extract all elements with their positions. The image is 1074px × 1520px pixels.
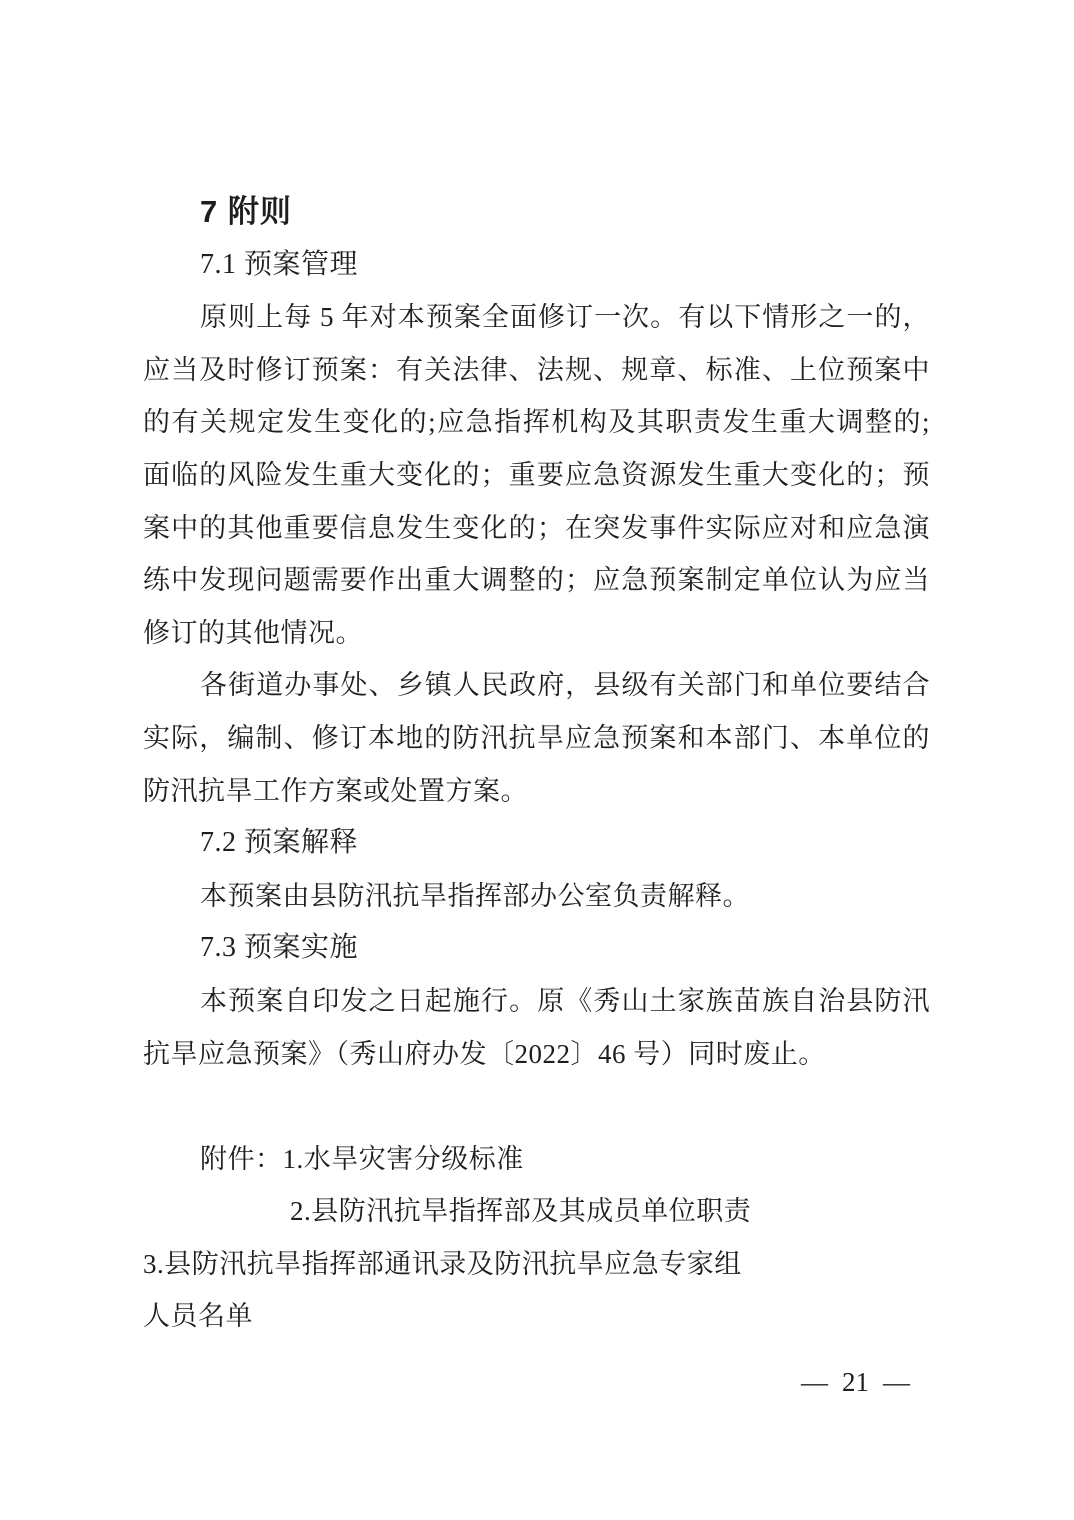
page-number-value: 21 <box>842 1367 869 1397</box>
paragraph-line: 抗旱应急预案》（秀山府办发〔2022〕46 号）同时废止。 <box>143 1038 826 1069</box>
paragraph-line: 案中的其他重要信息发生变化的；在突发事件实际应对和应急演 <box>143 512 930 543</box>
paragraph-line: 本预案由县防汛抗旱指挥部办公室负责解释。 <box>200 880 750 911</box>
paragraph-line: 各街道办事处、乡镇人民政府，县级有关部门和单位要结合 <box>200 670 930 701</box>
section-heading: 7 附则 <box>200 194 292 229</box>
attachment-line-2: 2.县防汛抗旱指挥部及其成员单位职责 <box>290 1196 752 1227</box>
attachment-line-3-continued: 人员名单 <box>143 1301 253 1332</box>
paragraph-line: 的有关规定发生变化的;应急指挥机构及其职责发生重大调整的; <box>143 407 930 438</box>
subsection-heading-7-2: 7.2 预案解释 <box>200 827 359 859</box>
paragraph-line: 修订的其他情况。 <box>143 617 363 648</box>
paragraph-line: 实际，编制、修订本地的防汛抗旱应急预案和本部门、本单位的 <box>143 722 930 753</box>
page-number-dash-left: — <box>801 1367 828 1397</box>
attachment-line-1: 附件：1.水旱灾害分级标准 <box>200 1143 524 1174</box>
paragraph-line: 应当及时修订预案：有关法律、法规、规章、标准、上位预案中 <box>143 354 930 385</box>
subsection-heading-7-1: 7.1 预案管理 <box>200 248 359 280</box>
page-number <box>801 1362 910 1402</box>
paragraph-line: 防汛抗旱工作方案或处置方案。 <box>143 775 528 806</box>
blank-line <box>143 1080 930 1133</box>
page-number-dash-right: — <box>883 1367 910 1397</box>
paragraph-line: 面临的风险发生重大变化的；重要应急资源发生重大变化的；预 <box>143 459 930 490</box>
document-content <box>143 186 930 1343</box>
paragraph-line: 练中发现问题需要作出重大调整的；应急预案制定单位认为应当 <box>143 565 930 596</box>
paragraph-line: 本预案自印发之日起施行。原《秀山土家族苗族自治县防汛 <box>200 985 930 1016</box>
paragraph-line: 原则上每 5 年对本预案全面修订一次。有以下情形之一的， <box>200 302 930 333</box>
subsection-heading-7-3: 7.3 预案实施 <box>200 932 359 964</box>
attachment-line-3: 3.县防汛抗旱指挥部通讯录及防汛抗旱应急专家组 <box>143 1248 742 1279</box>
